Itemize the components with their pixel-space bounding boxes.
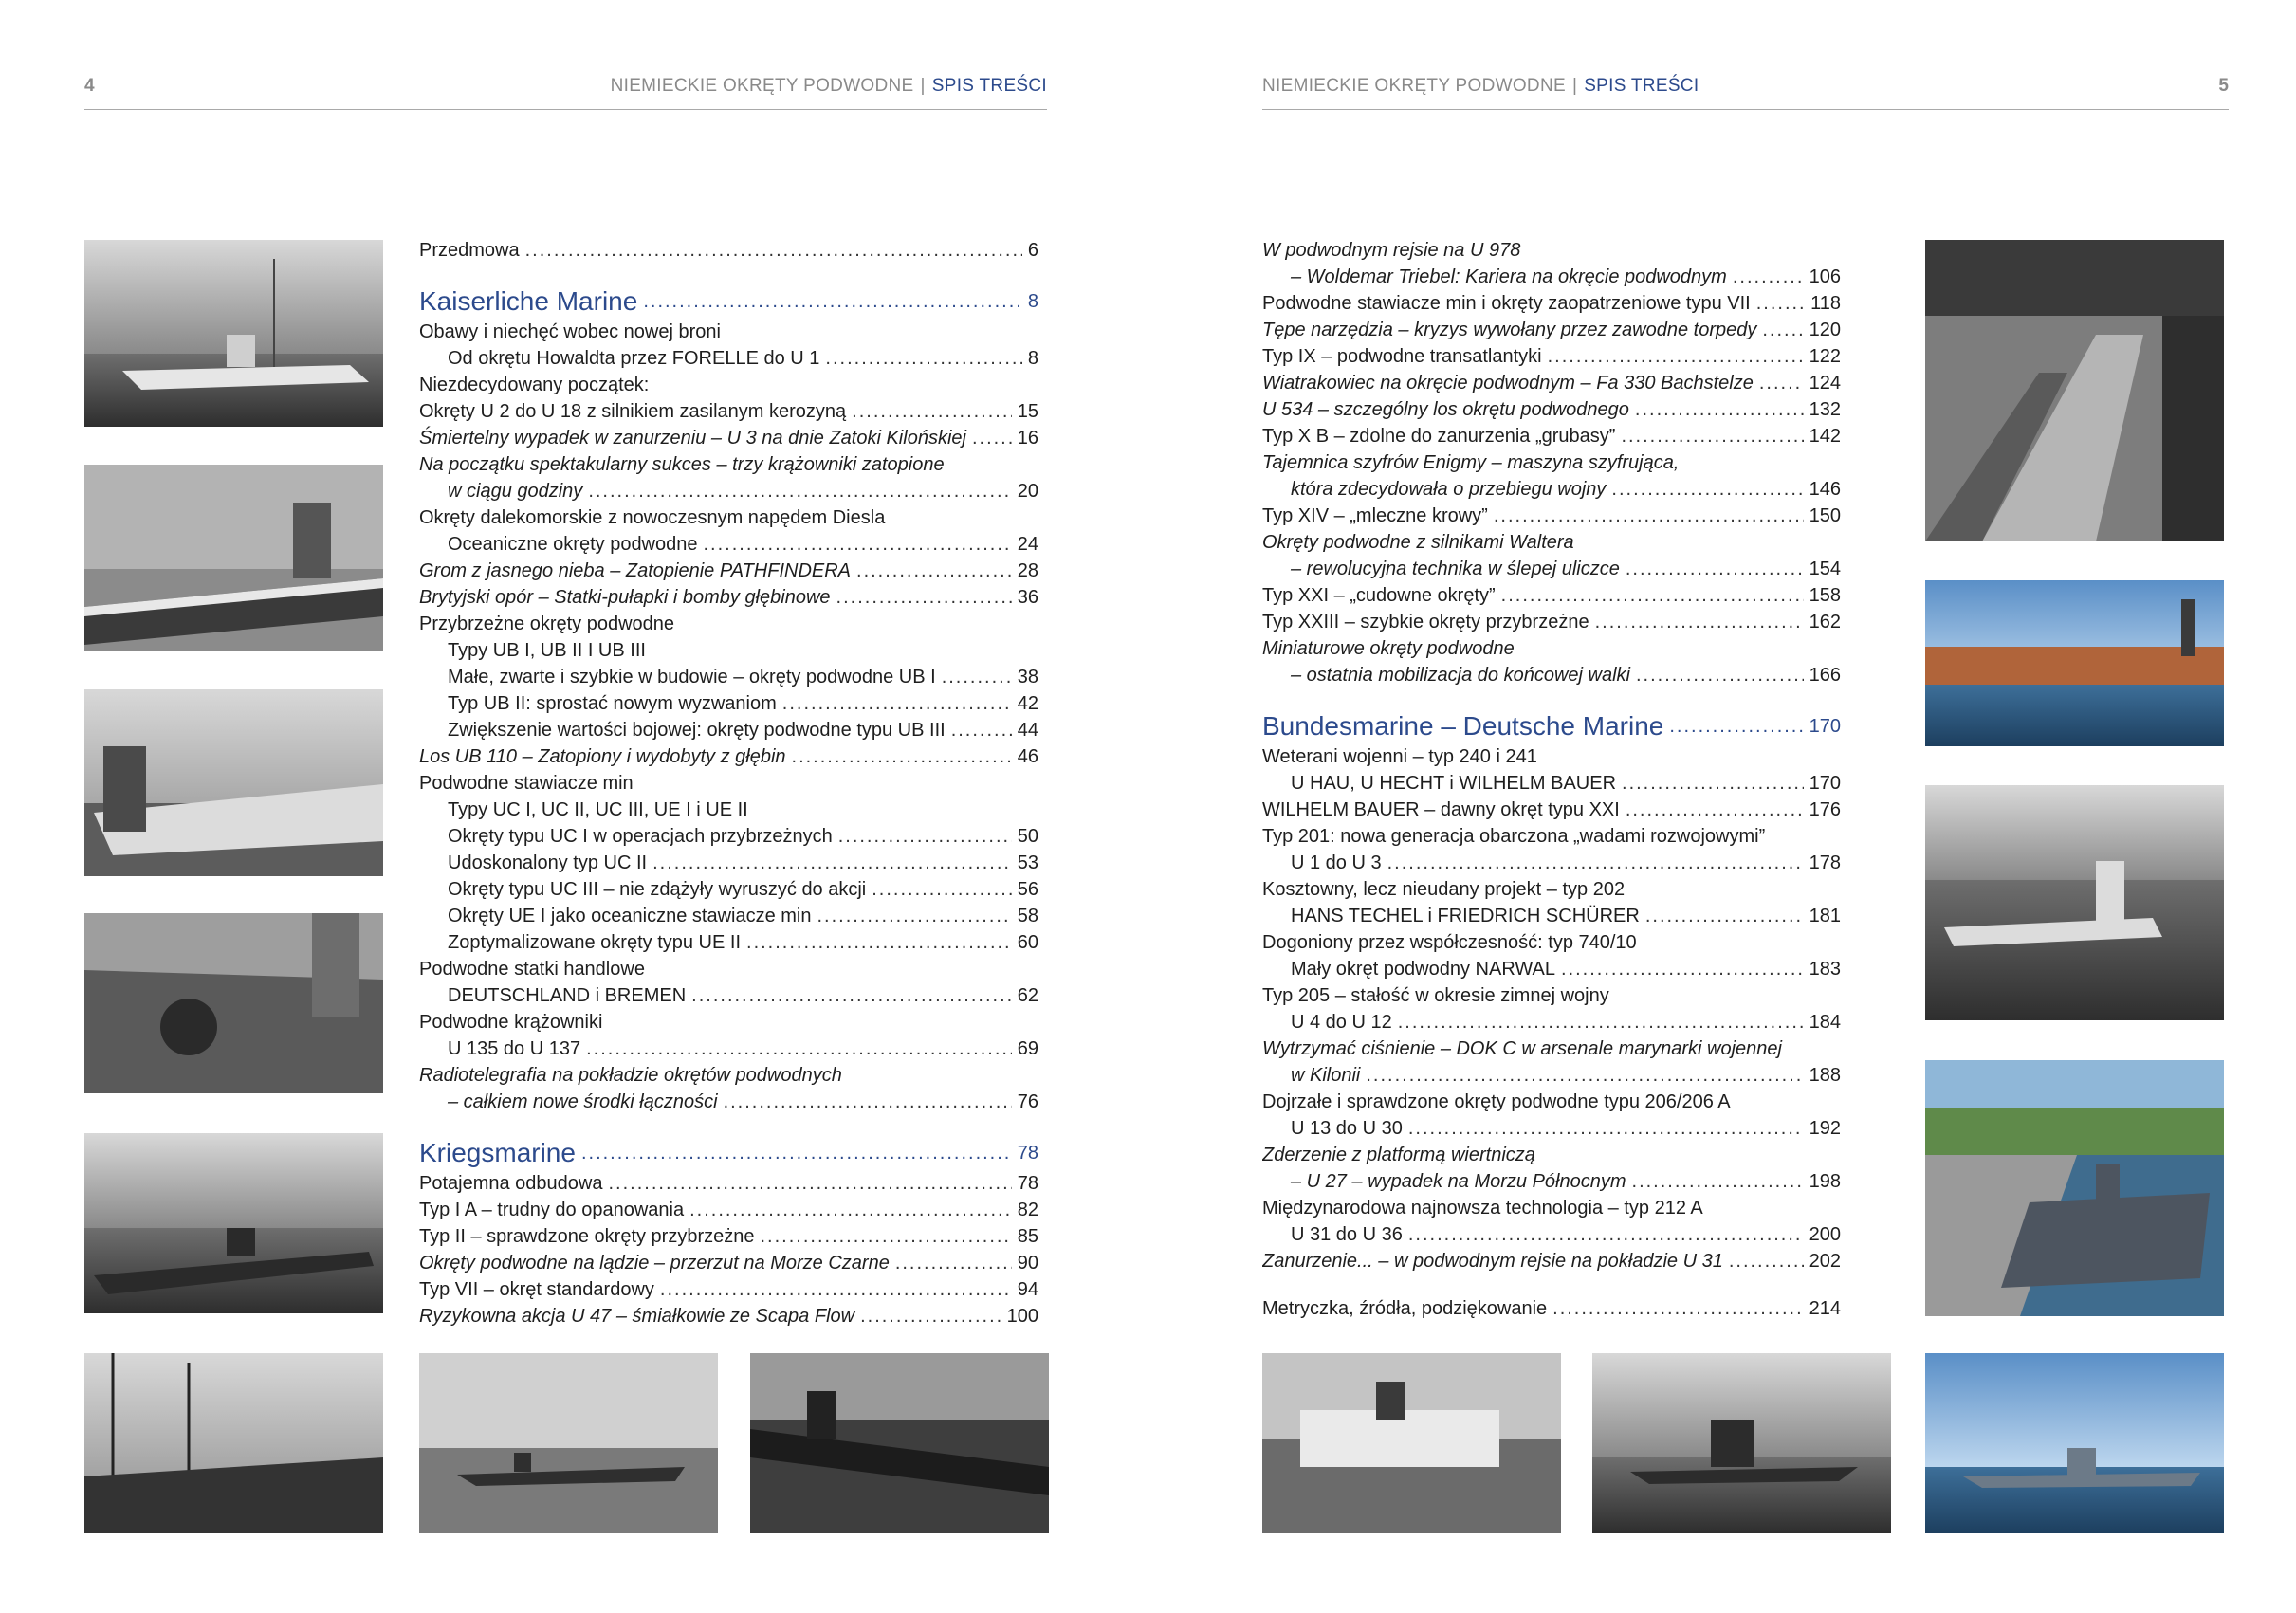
toc-entry (419, 1250, 1038, 1276)
photo-crew-on-deck (84, 465, 383, 651)
toc-entry-title: Los UB 110 – Zatopiony i wydobyty z głębin (419, 746, 786, 767)
toc-page-number: 192 (1809, 1118, 1841, 1139)
toc-entry-title: Typ 201: nowa generacja obarczona „wadami rozwojowymi” (1262, 826, 1766, 847)
toc-entry-title: Typ XXI – „cudowne okręty” (1262, 585, 1496, 606)
toc-entry-title: Wiatrakowiec na okręcie podwodnym – Fa 330 Bachstelze (1262, 373, 1754, 394)
toc-entry (419, 1036, 1038, 1062)
toc-entry-title: Przedmowa (419, 240, 520, 261)
toc-entry-title: Oceaniczne okręty podwodne (448, 534, 698, 555)
toc-entry-title: – ostatnia mobilizacja do końcowej walki (1291, 665, 1630, 686)
toc-section-heading (419, 284, 1038, 319)
toc-entry-title: Metryczka, źródła, podziękowanie (1262, 1298, 1548, 1319)
toc-dot-leader (825, 345, 1021, 372)
toc-entry-title: WILHELM BAUER – dawny okręt typu XXI (1262, 799, 1620, 820)
toc-dot-leader (1611, 476, 1803, 503)
toc-entry-title: w Kilonii (1291, 1065, 1361, 1086)
toc-page-number: 178 (1809, 852, 1841, 873)
toc-entry (419, 451, 1038, 478)
toc-entry (1262, 1142, 1841, 1168)
toc-entry (1262, 797, 1841, 823)
toc-entry (1262, 956, 1841, 982)
toc-entry (1262, 609, 1841, 635)
toc-page-number: 183 (1809, 959, 1841, 980)
toc-entry-title: w ciągu godziny (448, 481, 583, 502)
toc-entry (1262, 476, 1841, 503)
toc-page-number: 132 (1809, 399, 1841, 420)
toc-entry (1262, 982, 1841, 1009)
toc-dot-leader (1669, 709, 1803, 743)
toc-entry (419, 982, 1038, 1009)
left-running-header (611, 76, 1047, 97)
toc-gap (1262, 1274, 1841, 1295)
toc-dot-leader (724, 1089, 1012, 1115)
toc-entry (1262, 1089, 1841, 1115)
toc-page-number: 120 (1809, 320, 1841, 340)
toc-entry-title: Okręty typu UC III – nie zdążyły wyruszyć do akcji (448, 879, 867, 900)
toc-dot-leader (1408, 1221, 1804, 1248)
toc-entry-title: Przybrzeżne okręty podwodne (419, 614, 675, 634)
toc-dot-leader (942, 664, 1012, 690)
toc-dot-leader (652, 850, 1012, 876)
toc-dot-leader (872, 876, 1012, 903)
toc-entry-title: Typ X B – zdolne do zanurzenia „grubasy” (1262, 426, 1616, 447)
toc-page-number: 94 (1017, 1279, 1038, 1300)
toc-entry (1262, 823, 1841, 850)
toc-page-number: 76 (1017, 1091, 1038, 1112)
toc-page-number: 78 (1017, 1173, 1038, 1194)
toc-entry-title: Na początku spektakularny sukces – trzy krążowniki zatopione (419, 454, 945, 475)
toc-entry-title: Typ XIV – „mleczne krowy” (1262, 505, 1488, 526)
photo-uboat-at-sea (84, 1133, 383, 1313)
toc-entry-title: Typ I A – trudny do opanowania (419, 1200, 685, 1220)
toc-entry-title: Brytyjski opór – Statki-pułapki i bomby głębinowe (419, 587, 831, 608)
toc-page-number: 38 (1017, 667, 1038, 687)
toc-page-number: 118 (1810, 293, 1841, 314)
toc-page-number: 8 (1027, 348, 1038, 369)
right-running-header (1262, 76, 1699, 97)
toc-entry-title: Podwodne krążowniki (419, 1012, 603, 1033)
toc-entry (1262, 449, 1841, 476)
toc-entry-title: która zdecydowała o przebiegu wojny (1291, 479, 1607, 500)
toc-entry-title: Typ UB II: sprostać nowym wyzwaniom (448, 693, 777, 714)
toc-page-number: 82 (1017, 1200, 1038, 1220)
toc-entry (419, 372, 1038, 398)
photo-type-vii-surfaced (419, 1353, 718, 1533)
toc-page-number: 90 (1017, 1253, 1038, 1274)
toc-page-number: 146 (1809, 479, 1841, 500)
toc-entry-title: – całkiem nowe środki łączności (448, 1091, 718, 1112)
toc-entry-title: U 534 – szczególny los okrętu podwodnego (1262, 399, 1629, 420)
toc-entry-title: Mały okręt podwodny NARWAL (1291, 959, 1556, 980)
toc-page-number: 176 (1809, 799, 1841, 820)
toc-page-number: 184 (1809, 1012, 1841, 1033)
toc-entry (419, 345, 1038, 372)
toc-entry (419, 1223, 1038, 1250)
toc-dot-leader (1561, 956, 1804, 982)
toc-entry (419, 1197, 1038, 1223)
toc-entry-title: Małe, zwarte i szybkie w budowie – okręty podwodne UB I (448, 667, 936, 687)
toc-entry-title: Okręty dalekomorskie z nowoczesnym napędem Diesla (419, 507, 886, 528)
toc-dot-leader (761, 1223, 1012, 1250)
toc-entry-title: Zwiększenie wartości bojowej: okręty podwodne typu UB III (448, 720, 946, 741)
toc-page-number: 53 (1017, 852, 1038, 873)
toc-entry-title: Kosztowny, lecz nieudany projekt – typ 202 (1262, 879, 1626, 900)
toc-entry (1262, 582, 1841, 609)
header-title: NIEMIECKIE OKRĘTY PODWODNE (610, 76, 914, 96)
toc-page-number: 122 (1809, 346, 1841, 367)
toc-dot-leader (1595, 609, 1804, 635)
toc-entry-title: Od okrętu Howaldta przez FORELLE do U 1 (448, 348, 820, 369)
toc-dot-leader (1387, 850, 1804, 876)
photo-modern-type-212 (1925, 1353, 2224, 1533)
toc-entry-title: Wytrzymać ciśnienie – DOK C w arsenale marynarki wojennej (1262, 1038, 1782, 1059)
toc-page-number: 150 (1809, 505, 1841, 526)
toc-entry-title: – Woldemar Triebel: Kariera na okręcie podwodnym (1291, 266, 1727, 287)
toc-entry (1262, 237, 1841, 264)
toc-page-number: 42 (1017, 693, 1038, 714)
toc-dot-leader (525, 237, 1022, 264)
toc-entry-title: Obawy i niechęć wobec nowej broni (419, 321, 721, 342)
toc-dot-leader (895, 1250, 1012, 1276)
toc-entry-title: Typ 205 – stałość w okresie zimnej wojny (1262, 985, 1609, 1006)
toc-entry-title: – U 27 – wypadek na Morzu Północnym (1291, 1171, 1626, 1192)
toc-entry (419, 850, 1038, 876)
toc-entry-title: Typ IX – podwodne transatlantyki (1262, 346, 1542, 367)
photo-uboat-hai (1592, 1353, 1891, 1533)
toc-page-number: 142 (1809, 426, 1841, 447)
toc-entry-title: Typ VII – okręt standardowy (419, 1279, 654, 1300)
toc-entry (419, 611, 1038, 637)
toc-page-number: 16 (1017, 428, 1038, 449)
toc-dot-leader (1756, 290, 1805, 317)
toc-page-number: 8 (1027, 291, 1038, 312)
toc-dot-leader (1408, 1115, 1804, 1142)
toc-entry-title: Podwodne stawiacze min (419, 773, 634, 794)
toc-dot-leader (1729, 1248, 1804, 1274)
toc-entry (419, 425, 1038, 451)
toc-entry (419, 237, 1038, 264)
toc-entry-title: Podwodne stawiacze min i okręty zaopatrzeniowe typu VII (1262, 293, 1751, 314)
toc-page-number: 100 (1006, 1306, 1038, 1327)
toc-entry (419, 1276, 1038, 1303)
toc-page-number: 200 (1809, 1224, 1841, 1245)
toc-left (419, 237, 1038, 1329)
toc-dot-leader (1636, 662, 1804, 688)
toc-entry (1262, 529, 1841, 556)
toc-entry (419, 876, 1038, 903)
toc-entry (419, 1062, 1038, 1089)
toc-entry-title: Typy UB I, UB II I UB III (448, 640, 646, 661)
toc-dot-leader (852, 398, 1012, 425)
toc-page-number: 6 (1027, 240, 1038, 261)
toc-entry-title: Okręty podwodne na lądzie – przerzut na Morze Czarne (419, 1253, 890, 1274)
toc-page-number: 44 (1017, 720, 1038, 741)
photo-uboats-at-pier (1925, 1060, 2224, 1316)
toc-entry (1262, 903, 1841, 929)
toc-page-number: 124 (1809, 373, 1841, 394)
toc-page-number: 198 (1809, 1171, 1841, 1192)
toc-dot-leader (860, 1303, 1001, 1329)
toc-entry (1262, 1248, 1841, 1274)
toc-dot-leader (643, 284, 1022, 319)
header-separator: | (920, 76, 926, 96)
toc-page-number: 50 (1017, 826, 1038, 847)
toc-entry (419, 690, 1038, 717)
toc-page-number: 69 (1017, 1038, 1038, 1059)
toc-entry (419, 319, 1038, 345)
toc-entry-title: W podwodnym rejsie na U 978 (1262, 240, 1521, 261)
toc-page-number: 46 (1017, 746, 1038, 767)
toc-entry-title: U 31 do U 36 (1291, 1224, 1403, 1245)
toc-entry-title: Okręty U 2 do U 18 z silnikiem zasilanym kerozyną (419, 401, 847, 422)
toc-entry (1262, 264, 1841, 290)
left-header-rule (84, 109, 1047, 110)
toc-dot-leader (1632, 1168, 1804, 1195)
toc-entry-title: Bundesmarine – Deutsche Marine (1262, 711, 1664, 741)
toc-entry-title: U 4 do U 12 (1291, 1012, 1392, 1033)
toc-entry (1262, 556, 1841, 582)
photo-hull-closeup (84, 913, 383, 1093)
toc-entry (1262, 635, 1841, 662)
toc-dot-leader (608, 1170, 1011, 1197)
toc-entry (1262, 929, 1841, 956)
toc-entry (1262, 1168, 1841, 1195)
toc-gap (1262, 688, 1841, 709)
toc-entry (419, 558, 1038, 584)
toc-entry (419, 1009, 1038, 1036)
toc-entry-title: Okręty podwodne z silnikami Waltera (1262, 532, 1574, 553)
toc-entry-title: Tajemnica szyfrów Enigmy – maszyna szyfrująca, (1262, 452, 1680, 473)
toc-page-number: 162 (1809, 612, 1841, 632)
toc-page-number: 85 (1017, 1226, 1038, 1247)
toc-entry (1262, 370, 1841, 396)
toc-entry (1262, 850, 1841, 876)
toc-entry-title: U 1 do U 3 (1291, 852, 1382, 873)
toc-entry-title: Miniaturowe okręty podwodne (1262, 638, 1515, 659)
header-section: SPIS TREŚCI (1584, 76, 1699, 96)
toc-entry (1262, 317, 1841, 343)
toc-dot-leader (792, 743, 1012, 770)
photo-uboat-bow-wave (750, 1353, 1049, 1533)
toc-entry-title: Międzynarodowa najnowsza technologia – typ 212 A (1262, 1198, 1703, 1219)
toc-dot-leader (1366, 1062, 1803, 1089)
toc-dot-leader (1548, 343, 1804, 370)
toc-entry-title: Dojrzałe i sprawdzone okręty podwodne typu 206/206 A (1262, 1091, 1731, 1112)
toc-entry-title: Zanurzenie... – w podwodnym rejsie na pokładzie U 31 (1262, 1251, 1723, 1272)
photo-snow-covered-uboat (1262, 1353, 1561, 1533)
toc-page-number: 106 (1809, 266, 1841, 287)
toc-entry-title: Grom z jasnego nieba – Zatopienie PATHFINDERA (419, 560, 852, 581)
toc-entry (419, 929, 1038, 956)
toc-dot-leader (746, 929, 1012, 956)
toc-entry (1262, 1221, 1841, 1248)
toc-entry (1262, 770, 1841, 797)
toc-dot-leader (1552, 1295, 1803, 1322)
toc-section-heading (1262, 709, 1841, 743)
toc-entry-title: HANS TECHEL i FRIEDRICH SCHÜRER (1291, 906, 1640, 926)
toc-entry (1262, 290, 1841, 317)
toc-entry (419, 903, 1038, 929)
right-page-number: 5 (2218, 76, 2229, 96)
toc-entry-title: Typy UC I, UC II, UC III, UE I i UE II (448, 799, 748, 820)
toc-entry (1262, 1062, 1841, 1089)
photo-early-uboat-harbor (84, 240, 383, 427)
toc-entry (419, 743, 1038, 770)
toc-entry (1262, 1115, 1841, 1142)
toc-dot-leader (1494, 503, 1804, 529)
toc-dot-leader (817, 903, 1012, 929)
toc-dot-leader (838, 823, 1012, 850)
toc-dot-leader (1398, 1009, 1804, 1036)
toc-entry (1262, 1295, 1841, 1322)
toc-section-heading (419, 1136, 1038, 1170)
toc-dot-leader (1635, 396, 1804, 423)
toc-page-number: 170 (1809, 716, 1841, 737)
toc-page-number: 24 (1017, 534, 1038, 555)
toc-dot-leader (586, 1036, 1012, 1062)
toc-dot-leader (1626, 556, 1804, 582)
toc-entry (419, 584, 1038, 611)
toc-dot-leader (1622, 770, 1804, 797)
toc-page-number: 181 (1809, 906, 1841, 926)
toc-entry (419, 770, 1038, 797)
header-title: NIEMIECKIE OKRĘTY PODWODNE (1262, 76, 1566, 96)
toc-entry-title: U HAU, U HECHT i WILHELM BAUER (1291, 773, 1617, 794)
photo-small-uboat-sea (1925, 785, 2224, 1020)
toc-entry-title: Udoskonalony typ UC II (448, 852, 648, 873)
toc-entry (419, 531, 1038, 558)
header-separator: | (1571, 76, 1578, 96)
toc-entry-title: Okręty typu UC I w operacjach przybrzeżnych (448, 826, 833, 847)
toc-page-number: 20 (1017, 481, 1038, 502)
toc-entry (1262, 743, 1841, 770)
toc-entry-title: Niezdecydowany początek: (419, 375, 650, 395)
toc-dot-leader (951, 717, 1012, 743)
toc-dot-leader (856, 558, 1012, 584)
toc-entry (419, 398, 1038, 425)
toc-entry-title: DEUTSCHLAND i BREMEN (448, 985, 687, 1006)
toc-page-number: 28 (1017, 560, 1038, 581)
toc-page-number: 56 (1017, 879, 1038, 900)
toc-dot-leader (691, 982, 1012, 1009)
toc-entry-title: Potajemna odbudowa (419, 1173, 603, 1194)
toc-dot-leader (1759, 370, 1804, 396)
toc-entry-title: U 13 do U 30 (1291, 1118, 1403, 1139)
toc-dot-leader (1501, 582, 1804, 609)
toc-page-number: 214 (1809, 1298, 1841, 1319)
toc-right (1262, 237, 1841, 1322)
left-page-number: 4 (84, 76, 95, 96)
toc-entry-title: U 135 do U 137 (448, 1038, 581, 1059)
right-header-rule (1262, 109, 2229, 110)
toc-entry-title: Kaiserliche Marine (419, 286, 638, 316)
toc-dot-leader (660, 1276, 1012, 1303)
toc-dot-leader (581, 1136, 1012, 1170)
toc-entry (1262, 1009, 1841, 1036)
toc-entry (1262, 396, 1841, 423)
toc-entry (1262, 876, 1841, 903)
toc-dot-leader (972, 425, 1012, 451)
toc-dot-leader (1733, 264, 1804, 290)
toc-entry-title: Dogoniony przez współczesność: typ 740/10 (1262, 932, 1637, 953)
photo-uboat-color-dock (1925, 580, 2224, 746)
toc-entry-title: Typ II – sprawdzone okręty przybrzeżne (419, 1226, 755, 1247)
toc-entry (419, 1170, 1038, 1197)
toc-entry-title: – rewolucyjna technika w ślepej uliczce (1291, 559, 1620, 579)
toc-entry (419, 1089, 1038, 1115)
toc-dot-leader (704, 531, 1012, 558)
toc-entry-title: Podwodne statki handlowe (419, 959, 645, 980)
toc-entry (419, 717, 1038, 743)
toc-page-number: 58 (1017, 906, 1038, 926)
photo-sailing-ships (84, 1353, 383, 1533)
toc-dot-leader (1621, 423, 1803, 449)
toc-page-number: 188 (1809, 1065, 1841, 1086)
toc-entry-title: Typ XXIII – szybkie okręty przybrzeżne (1262, 612, 1589, 632)
toc-entry (1262, 1036, 1841, 1062)
toc-page-number: 158 (1809, 585, 1841, 606)
toc-entry (419, 504, 1038, 531)
toc-entry (1262, 343, 1841, 370)
toc-page-number: 78 (1017, 1143, 1038, 1164)
toc-entry (419, 823, 1038, 850)
toc-entry-title: Weterani wojenni – typ 240 i 241 (1262, 746, 1537, 767)
toc-entry (419, 478, 1038, 504)
toc-page-number: 36 (1017, 587, 1038, 608)
toc-gap (419, 264, 1038, 284)
header-section: SPIS TREŚCI (931, 76, 1047, 96)
toc-entry-title: Śmiertelny wypadek w zanurzeniu – U 3 na dnie Zatoki Kilońskiej (419, 428, 966, 449)
toc-entry (419, 664, 1038, 690)
toc-page-number: 154 (1809, 559, 1841, 579)
toc-dot-leader (588, 478, 1011, 504)
toc-entry-title: Ryzykowna akcja U 47 – śmiałkowie ze Scapa Flow (419, 1306, 855, 1327)
toc-entry-title: Okręty UE I jako oceaniczne stawiacze min (448, 906, 812, 926)
toc-entry-title: Zderzenie z platformą wiertniczą (1262, 1145, 1535, 1165)
toc-entry (1262, 423, 1841, 449)
toc-entry (419, 797, 1038, 823)
toc-dot-leader (782, 690, 1012, 717)
toc-entry (419, 1303, 1038, 1329)
toc-entry (1262, 503, 1841, 529)
toc-dot-leader (836, 584, 1012, 611)
toc-page-number: 60 (1017, 932, 1038, 953)
toc-gap (419, 1115, 1038, 1136)
toc-entry-title: Zoptymalizowane okręty typu UE II (448, 932, 742, 953)
toc-entry (419, 637, 1038, 664)
toc-dot-leader (689, 1197, 1012, 1223)
toc-entry (419, 956, 1038, 982)
toc-page-number: 166 (1809, 665, 1841, 686)
photo-sailors-conning-tower (84, 689, 383, 876)
toc-page-number: 62 (1017, 985, 1038, 1006)
toc-entry (1262, 1195, 1841, 1221)
toc-dot-leader (1626, 797, 1804, 823)
toc-page-number: 202 (1809, 1251, 1841, 1272)
toc-page-number: 15 (1017, 401, 1038, 422)
toc-entry-title: Tępe narzędzia – kryzys wywołany przez zawodne torpedy (1262, 320, 1757, 340)
photo-uboat-in-bunker (1925, 240, 2224, 541)
toc-dot-leader (1645, 903, 1804, 929)
toc-entry (1262, 662, 1841, 688)
toc-entry-title: Kriegsmarine (419, 1138, 576, 1167)
toc-page-number: 170 (1809, 773, 1841, 794)
toc-dot-leader (1762, 317, 1803, 343)
toc-entry-title: Radiotelegrafia na pokładzie okrętów podwodnych (419, 1065, 842, 1086)
